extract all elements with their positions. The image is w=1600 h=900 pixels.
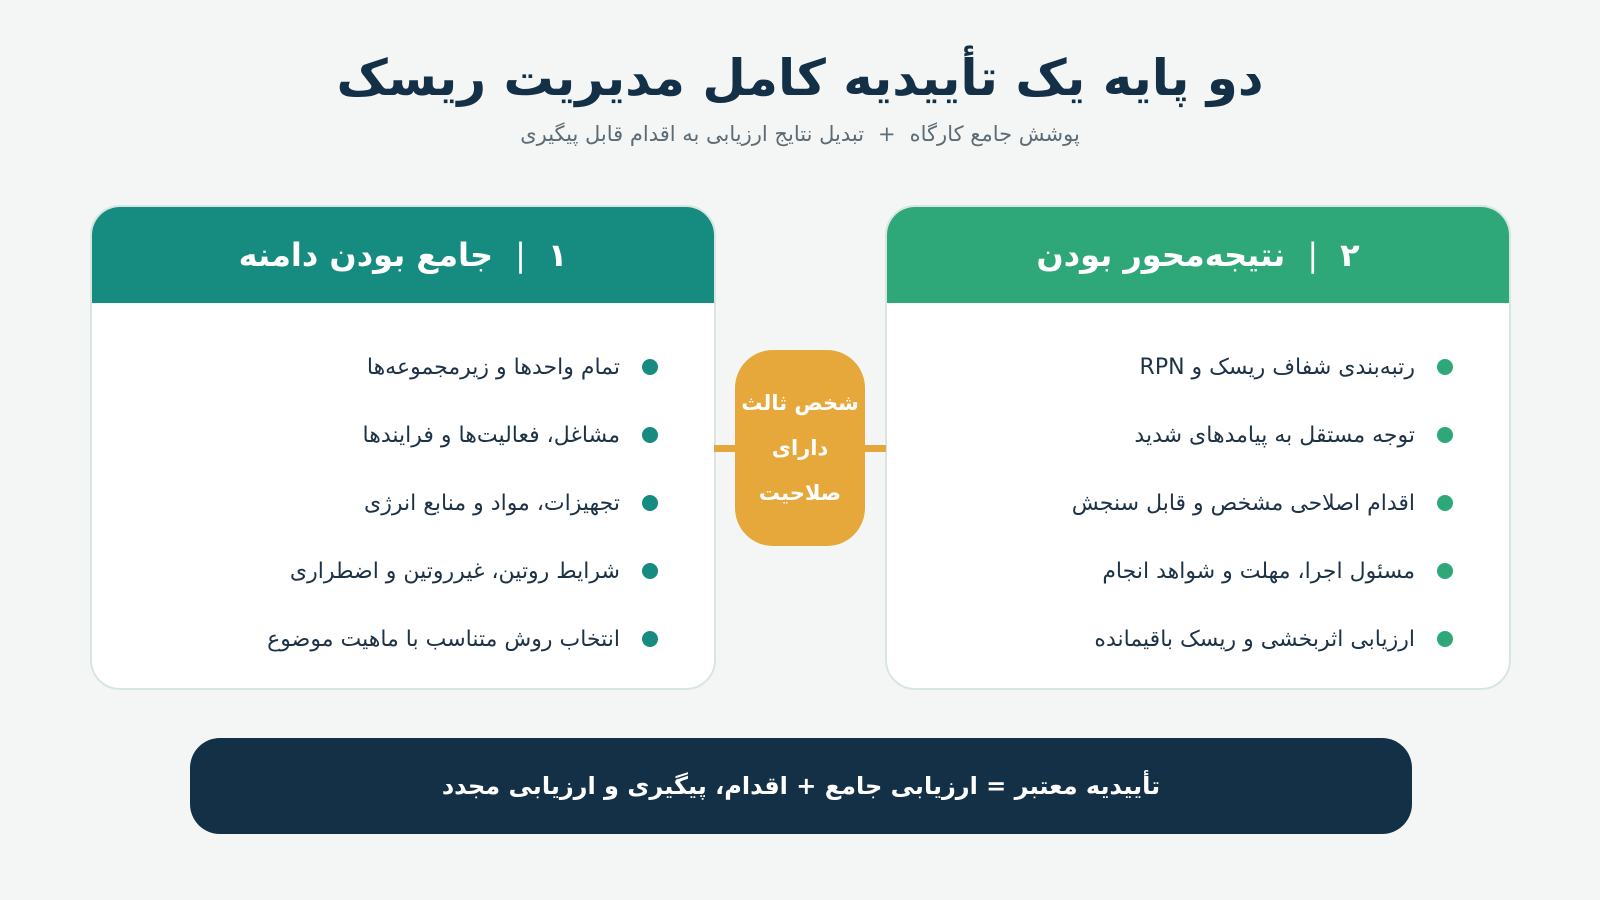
- badge-line-3: صلاحیت: [758, 480, 842, 505]
- list-item: [887, 605, 1509, 673]
- list-item-text: شرایط روتین، غیرروتین و اضطراری: [289, 558, 620, 584]
- subtitle-plus: +: [878, 122, 896, 146]
- subtitle-part-2: تبدیل نتایج ارزیابی به اقدام قابل پیگیری: [520, 122, 865, 146]
- list-item: [92, 605, 714, 673]
- scope-card-heading: جامع بودن دامنه: [238, 236, 494, 274]
- bullet-icon: [1437, 563, 1453, 579]
- outcome-card-header: [887, 207, 1509, 303]
- page-title: دو پایه یک تأییدیه کامل مدیریت ریسک: [336, 49, 1264, 107]
- bullet-icon: [1437, 495, 1453, 511]
- list-item: [887, 537, 1509, 605]
- badge-line-1: شخص ثالث: [741, 390, 859, 415]
- list-item-text: تمام واحدها و زیرمجموعه‌ها: [366, 354, 620, 380]
- bullet-icon: [642, 359, 658, 375]
- list-item: [92, 333, 714, 401]
- scope-card-header: [92, 207, 714, 303]
- scope-card-number: ۱: [547, 236, 568, 274]
- scope-card: [90, 205, 716, 690]
- bullet-icon: [642, 631, 658, 647]
- list-item-text: اقدام اصلاحی مشخص و قابل سنجش: [1071, 490, 1415, 516]
- outcome-card: [885, 205, 1511, 690]
- list-item-text: ارزیابی اثربخشی و ریسک باقیمانده: [1094, 626, 1415, 652]
- list-item-text: تجهیزات، مواد و منابع انرژی: [364, 490, 620, 516]
- list-item-text: انتخاب روش متناسب با ماهیت موضوع: [267, 626, 620, 652]
- list-item-text: مسئول اجرا، مهلت و شواهد انجام: [1102, 558, 1415, 584]
- list-item: [92, 401, 714, 469]
- outcome-card-number: ۲: [1340, 236, 1360, 274]
- badge-line-2: دارای: [771, 435, 829, 460]
- list-item-text: توجه مستقل به پیامدهای شدید: [1134, 422, 1415, 448]
- outcome-card-separator: |: [1307, 236, 1319, 274]
- bullet-icon: [642, 563, 658, 579]
- bullet-icon: [642, 427, 658, 443]
- outcome-card-heading: نتیجه‌محور بودن: [1036, 236, 1286, 274]
- scope-card-separator: |: [515, 236, 526, 274]
- subtitle-part-1: پوشش جامع کارگاه: [909, 122, 1080, 146]
- list-item-text: رتبه‌بندی شفاف ریسک و RPN: [1139, 354, 1415, 380]
- scope-list: [92, 303, 714, 673]
- list-item-text: مشاغل، فعالیت‌ها و فرایندها: [362, 422, 620, 448]
- bullet-icon: [1437, 427, 1453, 443]
- bullet-icon: [1437, 631, 1453, 647]
- summary-banner: [190, 738, 1412, 834]
- third-party-badge: [735, 350, 865, 546]
- list-item: [887, 401, 1509, 469]
- outcome-list: [887, 303, 1509, 673]
- bullet-icon: [642, 495, 658, 511]
- list-item: [887, 333, 1509, 401]
- list-item: [92, 537, 714, 605]
- bullet-icon: [1437, 359, 1453, 375]
- list-item: [887, 469, 1509, 537]
- list-item: [92, 469, 714, 537]
- summary-text: تأییدیه معتبر = ارزیابی جامع + اقدام، پیگیری و ارزیابی مجدد: [441, 772, 1161, 800]
- subtitle: [0, 120, 1600, 148]
